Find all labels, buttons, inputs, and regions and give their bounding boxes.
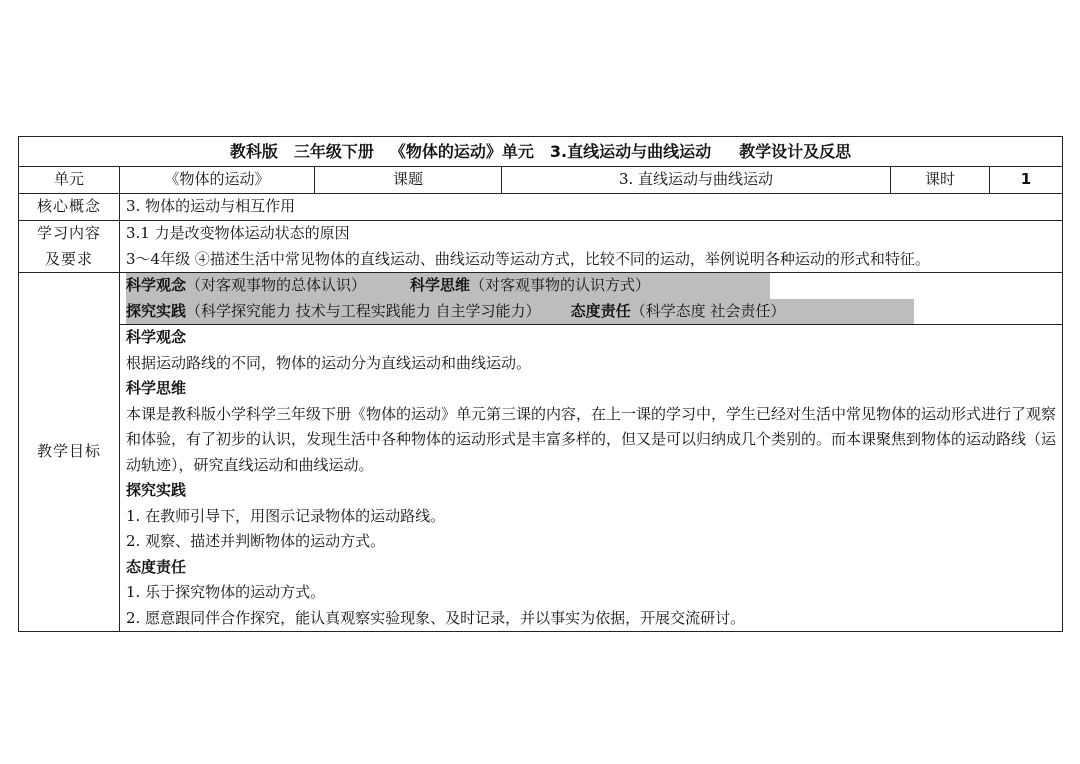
practice-item: 1. 在教师引导下，用图示记录物体的运动路线。 [126,506,446,525]
summary-practice-title: 探究实践 [126,301,187,320]
concept-text: 根据运动路线的不同，物体的运动分为直线运动和曲线运动。 [126,353,532,372]
summary-thinking-desc: （对客观事物的认识方式） [470,276,651,294]
title-doc-type: 教学设计及反思 [739,141,852,161]
summary-attitude-desc: （科学态度 社会责任） [630,301,786,320]
title-unit: 《物体的运动》单元 [389,141,534,161]
title-publisher: 教科版 [229,141,278,161]
thinking-heading: 科学思维 [126,379,187,397]
title-row [19,137,1063,167]
lesson-plan-sheet [18,136,1062,632]
objectives-label: 教学目标 [19,273,120,632]
lesson-label: 课题 [315,167,502,194]
content-requirements-row [19,221,1063,273]
content-req-line2: 3～4年级 ④描述生活中常见物体的直线运动、曲线运动等运动方式，比较不同的运动，举例说明各种运动的形式和特征。 [126,249,930,268]
summary-attitude-title: 态度责任 [570,301,631,320]
lesson-value: 3. 直线运动与曲线运动 [502,167,891,194]
header-row [19,167,1063,194]
summary-thinking-title: 科学思维 [410,276,471,294]
document-title [19,137,1063,167]
objectives-summary [120,273,1062,325]
summary-concept-desc: （对客观事物的总体认识） [186,276,367,294]
attitude-item: 1. 乐于探究物体的运动方式。 [126,583,326,601]
lesson-plan-table [18,136,1063,632]
practice-heading: 探究实践 [126,481,187,499]
summary-concept-title: 科学观念 [126,276,187,294]
unit-label: 单元 [19,167,120,194]
objectives-content [120,273,1063,632]
content-requirements-value [120,221,1063,273]
objectives-row [19,273,1063,632]
objectives-details [120,325,1062,631]
title-lesson: 3.直线运动与曲线运动 [549,141,712,161]
attitude-item: 2. 愿意跟同伴合作探究，能认真观察实验现象、及时记录，并以事实为依据，开展交流研讨。 [126,608,746,627]
summary-line1 [126,273,770,299]
attitude-heading: 态度责任 [126,557,187,576]
core-concept-value: 3. 物体的运动与相互作用 [120,194,1063,221]
core-concept-label: 核心概念 [19,194,120,221]
thinking-text: 本课是教科版小学科学三年级下册《物体的运动》单元第三课的内容，在上一课的学习中，学生已经对生活中常见物体的运动形式进行了观察和体验，有了初步的认识，发现生活中各种物体的运动形式是丰富多样的，但又是可以归纳成几个类别的。而本课聚焦到物体的运动路线（运动轨迹），研究直线运动和曲线运动。 [126,404,1057,474]
concept-heading: 科学观念 [126,328,187,346]
content-label-line1: 学习内容 [36,224,101,242]
period-label: 课时 [891,167,990,194]
content-requirements-label [19,221,120,273]
content-label-line2: 及要求 [44,249,93,268]
summary-line2 [126,299,914,325]
summary-practice-desc: （科学探究能力 技术与工程实践能力 自主学习能力） [186,301,541,320]
content-req-line1: 3.1 力是改变物体运动状态的原因 [126,224,350,242]
unit-value: 《物体的运动》 [120,167,315,194]
practice-item: 2. 观察、描述并判断物体的运动方式。 [126,532,386,550]
core-concept-row [19,194,1063,221]
title-grade: 三年级下册 [293,141,374,161]
period-value: 1 [990,167,1063,194]
